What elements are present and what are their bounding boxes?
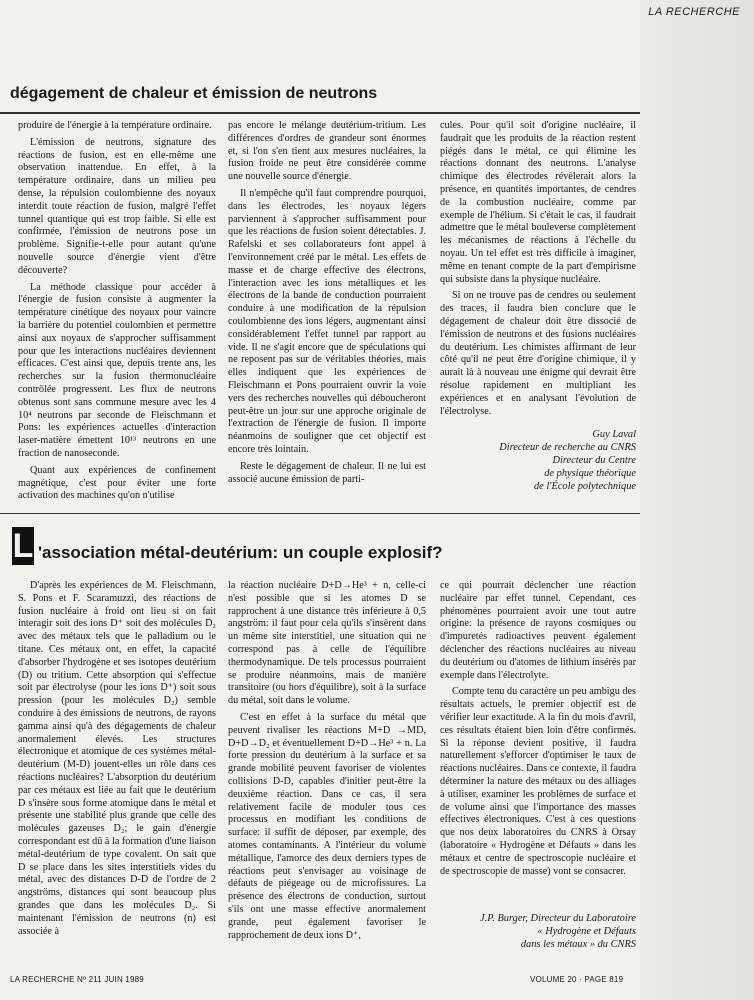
article1-signature — [440, 428, 636, 493]
footer-right: VOLUME 20 · PAGE 819 — [530, 975, 624, 984]
paragraph: Quant aux expériences de confinement magnétique, c'est pour éviter une forte activation des machines qu'on n'utilise — [18, 464, 216, 502]
author-title: de physique théorique — [544, 468, 636, 479]
section-title: dégagement de chaleur et émission de neutrons — [10, 85, 378, 102]
paragraph: ce qui pourrait déclencher une réaction nucléaire par effet tunnel. Cependant, ces phénomènes pourraient avoir une tout autre origine: la présence de rayons cosmiques ou d'impuretés radioactives peuvent également déclencher des réactions nucléaires au niveau du deutérium ou d'atomes de lithium insérés par exemple dans l'électrolyte. — [440, 580, 636, 681]
footer-left: LA RECHERCHE Nº 211 JUIN 1989 — [10, 975, 144, 984]
paragraph: Reste le dégagement de chaleur. Il ne lui est associé aucune émission de parti- — [228, 460, 426, 485]
article1-column-1 — [18, 120, 216, 507]
title-rule — [0, 112, 640, 114]
author-line: J.P. Burger, Directeur du Laboratoire — [480, 913, 636, 924]
paragraph: Compte tenu du caractère un peu ambigu des résultats actuels, le premier objectif est de vérifier leur exactitude. A la fin du mois d'avril, ces résultats étaient bien loin d'être confirmés. Si la réponse devient positive, il faudra naturellement s'efforcer d'optimiser le taux de réactions nucléaires. Dans ce contexte, il faudra déterminer la nature des métaux ou des alliages à utiliser, examiner les problèmes de surface et de volume ainsi que l'importance des masses effectives électroniques. C'est à ces questions que nos deux laboratoires du CNRS à Orsay (laboratoire « Hydrogène et Défauts » dans les métaux et centre de spectroscopie nucléaire et de spectroscopie de masse) vont se consacrer. — [440, 686, 636, 877]
author-line: « Hydrogène et Défauts — [537, 926, 636, 937]
paragraph: la réaction nucléaire D+D→He³ + n, celle-ci n'est possible que si les atomes D se rapprochent à une distance très inférieure à 0,5 angström: il faut pour cela qu'ils s'insèrent dans un même site interstitiel, une situation qui ne correspond pas à celle de l'équilibre thermodynamique. De tels processus pourraient se produire néanmoins, mais de manière transitoire (ou hors d'équilibre), soit à la surface du métal, soit dans le volume. — [228, 580, 426, 707]
paragraph: produire de l'énergie à la température ordinaire. — [18, 120, 212, 131]
article1-column-3 — [440, 120, 636, 422]
article2-column-2 — [228, 580, 426, 946]
paragraph: L'émission de neutrons, signature des réactions de fusion, est en elle-même une observation inattendue. En effet, à la température ordinaire, dans un milieu peu dense, la répulsion coulombienne des noyaux interdit toute réaction de fusion, malgré l'effet tunnel quantique qui est trop faible. Si elle est confirmée, l'émission de neutrons pose un problème. Signifie-t-elle pour autant qu'une nouvelle source d'énergie vient d'être découverte? — [18, 136, 216, 276]
author-title: de l'École polytechnique — [533, 481, 636, 492]
author-name: Guy Laval — [592, 429, 636, 440]
section-divider — [0, 513, 640, 514]
paragraph: cules. Pour qu'il soit d'origine nucléaire, il faudrait que les produits de la réaction restent piégés dans le métal, ce qui élimine les réactions donnant des neutrons. L'analyse chimique des électrodes révèlerait alors la présence, en quantités importantes, de cendres de la combustion nucléaire, comme par exemple de l'hélium. Si c'était le cas, il faudrait admettre que le métal bouleverse complètement les mécanismes de réactions à l'échelle du noyau. Un tel effet est très difficile à imaginer, même en tenant compte de la part d'empirisme qui subsiste dans la physique nucléaire. — [440, 120, 636, 285]
magazine-brand: LA RECHERCHE — [648, 6, 740, 18]
author-title: Directeur de recherche au CNRS — [499, 442, 636, 453]
paragraph: D'après les expériences de M. Fleischmann, S. Pons et F. Scaramuzzi, des réactions de fusion nucléaire à froid ont lieu si on fait interagir soit des ions D⁺ soit des molécules D₂ avec des métaux tels que le palladium ou le titane. Ces métaux ont, en effet, la capacité d'absorber l'hydrogène et ses isotopes deutérium (D) ou tritium. Cette absorption qui s'effectue soit par électrolyse (pour les ions D⁺) soit sous pression (pour les molécules D₂) semble conduire à des émissions de neutrons, de rayons gamma ainsi qu'à des dégagements de chaleur anormalement élevés. Les structures électronique et atomique de ces systèmes métal-deutérium (M-D) jouent-elles un rôle dans ces réactions nucléaires? L'absorption du deutérium par ces métaux est liée au fait que le deutérium D s'insère sous forme atomique dans le métal et présente une stabilité plus grande que celle des molécules gazeuses D₂; le gain d'énergie correspondant est dû à la formation d'une liaison métal-deutérium de type covalent. On sait que D se place dans les sites interstitiels vides du métal, avec des distances D-D de l'ordre de 2 angströms, distances qui sont beaucoup plus grandes que dans les molécules D₂. Si maintenant l'émission de neutrons (n) est associée à — [18, 580, 216, 937]
paragraph: Il n'empêche qu'il faut comprendre pourquoi, dans les électrodes, les noyaux légers parviennent à s'approcher suffisamment pour que les réactions de fusion soient détectables. J. Rafelski et ses collaborateurs font appel à l'environnement créé par le métal. Les effets de masse et de charge effective des électrons, l'interaction avec les ions métalliques et les électrons de la bande de conduction pourraient conduire à une modification de la répulsion coulombienne des ions légers, augmentant ainsi considérablement l'effet tunnel par rapport au vide. Il ne s'agit encore que de spéculations qui ne reposent pas sur de véritables théories, mais elles indiquent que les expériences de Fleischmann et Pons pourraient ouvrir la voie vers des recherches nouvelles qui déboucheront peut-être un jour sur une approche originale de l'extraction de l'énergie de fusion. Il importe néanmoins de souligner que cet objectif est encore très lointain. — [228, 187, 426, 455]
article2-title: 'association métal-deutérium: un couple explosif? — [38, 543, 443, 562]
paragraph: La méthode classique pour accéder à l'énergie de fusion consiste à augmenter la température cinétique des noyaux pour vaincre la barrière du potentiel coulombien et permettre ainsi aux noyaux de s'approcher suffisamment pour que les interactions nucléaires deviennent efficaces. C'est ainsi que, depuis trente ans, les recherches sur la fusion thermonucléaire contrôlée progressent. Les flux de neutrons obtenus sont sans commune mesure avec les 4 10⁴ neutrons par seconde de Fleischmann et Pons: les expériences actuelles d'interaction laser-matière émettent 10¹³ neutrons en une fraction de nanoseconde. — [18, 281, 216, 459]
article2-column-3 — [440, 580, 636, 882]
paragraph: Si on ne trouve pas de cendres ou seulement des traces, il faudra bien conclure que le dégagement de chaleur doit être dissocié de l'émission de neutrons et des fusions nucléaires du deutérium. Les chimistes affirmant de leur côté qu'il ne peut être d'origine chimique, il y aurait là à nouveau une énigme qui devrait être résolue rapidement en multipliant les expériences et en analysant l'évolution de l'électrolyse. — [440, 290, 636, 417]
dropcap: L — [12, 527, 34, 565]
page-shadow — [640, 0, 754, 1000]
paragraph: pas encore le mélange deutérium-tritium. Les différences d'ordres de grandeur sont énormes et, si l'on s'en tient aux mesures nucléaires, la fusion froide ne peut être considérée comme une nouvelle source d'énergie. — [228, 120, 426, 183]
author-line: dans les métaux » du CNRS — [520, 939, 636, 950]
article2-signature — [440, 912, 636, 951]
article1-column-2 — [228, 120, 426, 490]
author-title: Directeur du Centre — [552, 455, 636, 466]
article2-column-1 — [18, 580, 216, 942]
paragraph: C'est en effet à la surface du métal que peuvent rivaliser les réactions M+D →MD, D+D→D₂ et éventuellement D+D→He³ + n. La forte pression du deutérium à la surface et sa grande mobilité peuvent favoriser de violentes collisions D-D, capables d'initier peut-être la deuxième réaction. Dans ce cas, il sera relativement facile de moduler tous ces processus en modifiant les conditions de surface: il suffit de déposer, par exemple, des atomes contaminants. A l'intérieur du volume métallique, l'amorce des deux derniers types de réactions peut s'envisager au voisinage de défauts de piégeage ou de microfissures. La présence des électrons de conduction, surtout s'ils ont une masse effective anormalement grande, peut également favoriser le rapprochement de deux ions D⁺, — [228, 711, 426, 941]
